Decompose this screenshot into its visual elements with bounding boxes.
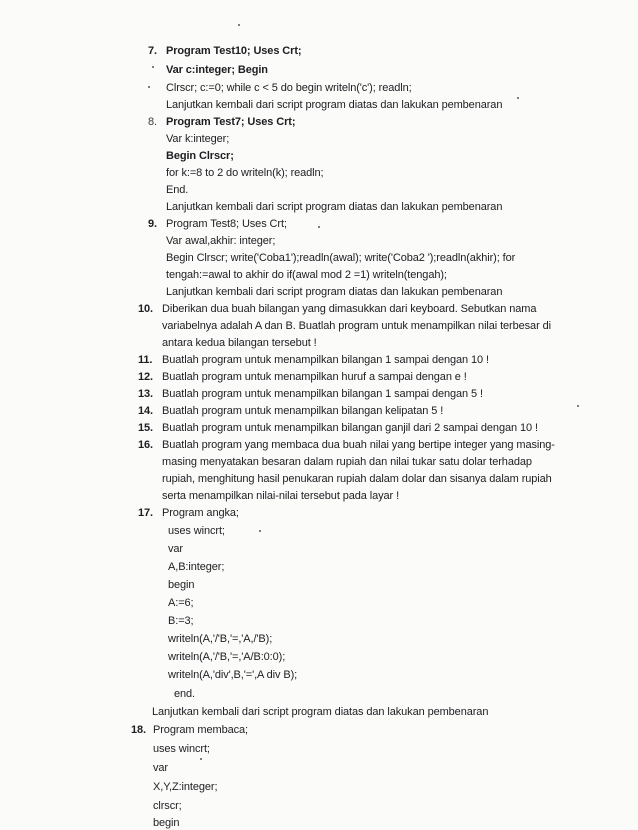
item-17-line-12: Lanjutkan kembali dari script program diatas dan lakukan pembenaran: [152, 706, 489, 718]
item-11-number: 11.: [138, 354, 153, 366]
item-16-line-4: serta menampilkan nilai-nilai tersebut pada layar !: [162, 490, 400, 502]
item-11-line-1: Buatlah program untuk menampilkan bilangan 1 sampai dengan 10 !: [162, 354, 489, 366]
item-16-number: 16.: [138, 439, 153, 451]
item-10-line-1: Diberikan dua buah bilangan yang dimasukkan dari keyboard. Sebutkan nama: [162, 303, 537, 315]
item-15-number: 15.: [138, 422, 153, 434]
scan-speck: [200, 758, 202, 760]
item-17-line-11: end.: [174, 688, 196, 700]
item-12-number: 12.: [138, 371, 153, 383]
item-17-line-2: uses wincrt;: [168, 525, 225, 537]
item-17-line-7: B:=3;: [168, 615, 194, 627]
item-17-line-8: writeln(A,'/'B,'=,'A,/'B);: [168, 633, 273, 645]
scan-speck: [577, 405, 579, 407]
scan-speck: [148, 86, 150, 88]
item-18-line-2: uses wincrt;: [153, 743, 210, 755]
item-8-line-5: End.: [166, 184, 189, 196]
scan-speck: [238, 24, 240, 26]
item-16-line-3: rupiah, menghitung hasil penukaran rupiah dalam dolar dan sisanya dalam rupiah: [162, 473, 552, 485]
item-13-line-1: Buatlah program untuk menampilkan bilangan 1 sampai dengan 5 !: [162, 388, 483, 400]
item-17-line-10: writeln(A,'div',B,'=',A div B);: [168, 669, 298, 681]
item-18-number: 18.: [131, 724, 146, 736]
item-9-line-4: tengah:=awal to akhir do if(awal mod 2 =1) writeln(tengah);: [166, 269, 447, 281]
item-7-line-3: Clrscr; c:=0; while c < 5 do begin writeln('c'); readln;: [166, 82, 412, 94]
item-10-line-3: antara kedua bilangan tersebut !: [162, 337, 317, 349]
item-8-line-2: Var k:integer;: [166, 133, 230, 145]
item-16-line-1: Buatlah program yang membaca dua buah nilai yang bertipe integer yang masing-: [162, 439, 555, 451]
item-10-line-2: variabelnya adalah A dan B. Buatlah program untuk menampilkan nilai terbesar di: [162, 320, 551, 332]
item-18-line-1: Program membaca;: [153, 724, 248, 736]
item-8-line-3: Begin Clrscr;: [166, 150, 234, 162]
item-18-line-3: var: [153, 762, 168, 774]
item-12-line-1: Buatlah program untuk menampilkan huruf a sampai dengan e !: [162, 371, 467, 383]
item-9-line-1: Program Test8; Uses Crt;: [166, 218, 287, 230]
scan-speck: [259, 530, 261, 532]
item-14-line-1: Buatlah program untuk menampilkan bilangan kelipatan 5 !: [162, 405, 444, 417]
item-7-number: 7.: [148, 45, 157, 57]
scan-speck: [152, 66, 154, 68]
item-8-line-4: for k:=8 to 2 do writeln(k); readln;: [166, 167, 324, 179]
item-9-number: 9.: [148, 218, 157, 230]
item-18-line-4: X,Y,Z:integer;: [153, 781, 218, 793]
item-9-line-5: Lanjutkan kembali dari script program diatas dan lakukan pembenaran: [166, 286, 503, 298]
item-15-line-1: Buatlah program untuk menampilkan bilangan ganjil dari 2 sampai dengan 10 !: [162, 422, 538, 434]
item-17-line-4: A,B:integer;: [168, 561, 225, 573]
item-17-line-9: writeln(A,'/'B,'=,'A/B:0:0);: [168, 651, 286, 663]
item-16-line-2: masing menyatakan besaran dalam rupiah dan nilai tukar satu dolar terhadap: [162, 456, 532, 468]
item-17-line-3: var: [168, 543, 183, 555]
item-7-line-2: Var c:integer; Begin: [166, 64, 268, 76]
item-14-number: 14.: [138, 405, 153, 417]
item-13-number: 13.: [138, 388, 153, 400]
item-17-line-5: begin: [168, 579, 195, 591]
item-8-number: 8.: [148, 116, 157, 128]
item-9-line-2: Var awal,akhir: integer;: [166, 235, 276, 247]
item-17-line-6: A:=6;: [168, 597, 194, 609]
item-10-number: 10.: [138, 303, 153, 315]
scan-speck: [517, 97, 519, 99]
item-7-line-1: Program Test10; Uses Crt;: [166, 45, 302, 57]
item-7-line-4: Lanjutkan kembali dari script program diatas dan lakukan pembenaran: [166, 99, 503, 111]
item-18-line-5: clrscr;: [153, 800, 182, 812]
scan-speck: [318, 226, 320, 228]
item-8-line-1: Program Test7; Uses Crt;: [166, 116, 296, 128]
item-9-line-3: Begin Clrscr; write('Coba1');readln(awal); write('Coba2 ');readln(akhir); for: [166, 252, 516, 264]
item-8-line-6: Lanjutkan kembali dari script program diatas dan lakukan pembenaran: [166, 201, 503, 213]
item-18-line-6: begin: [153, 817, 180, 829]
item-17-number: 17.: [138, 507, 153, 519]
item-17-line-1: Program angka;: [162, 507, 239, 519]
